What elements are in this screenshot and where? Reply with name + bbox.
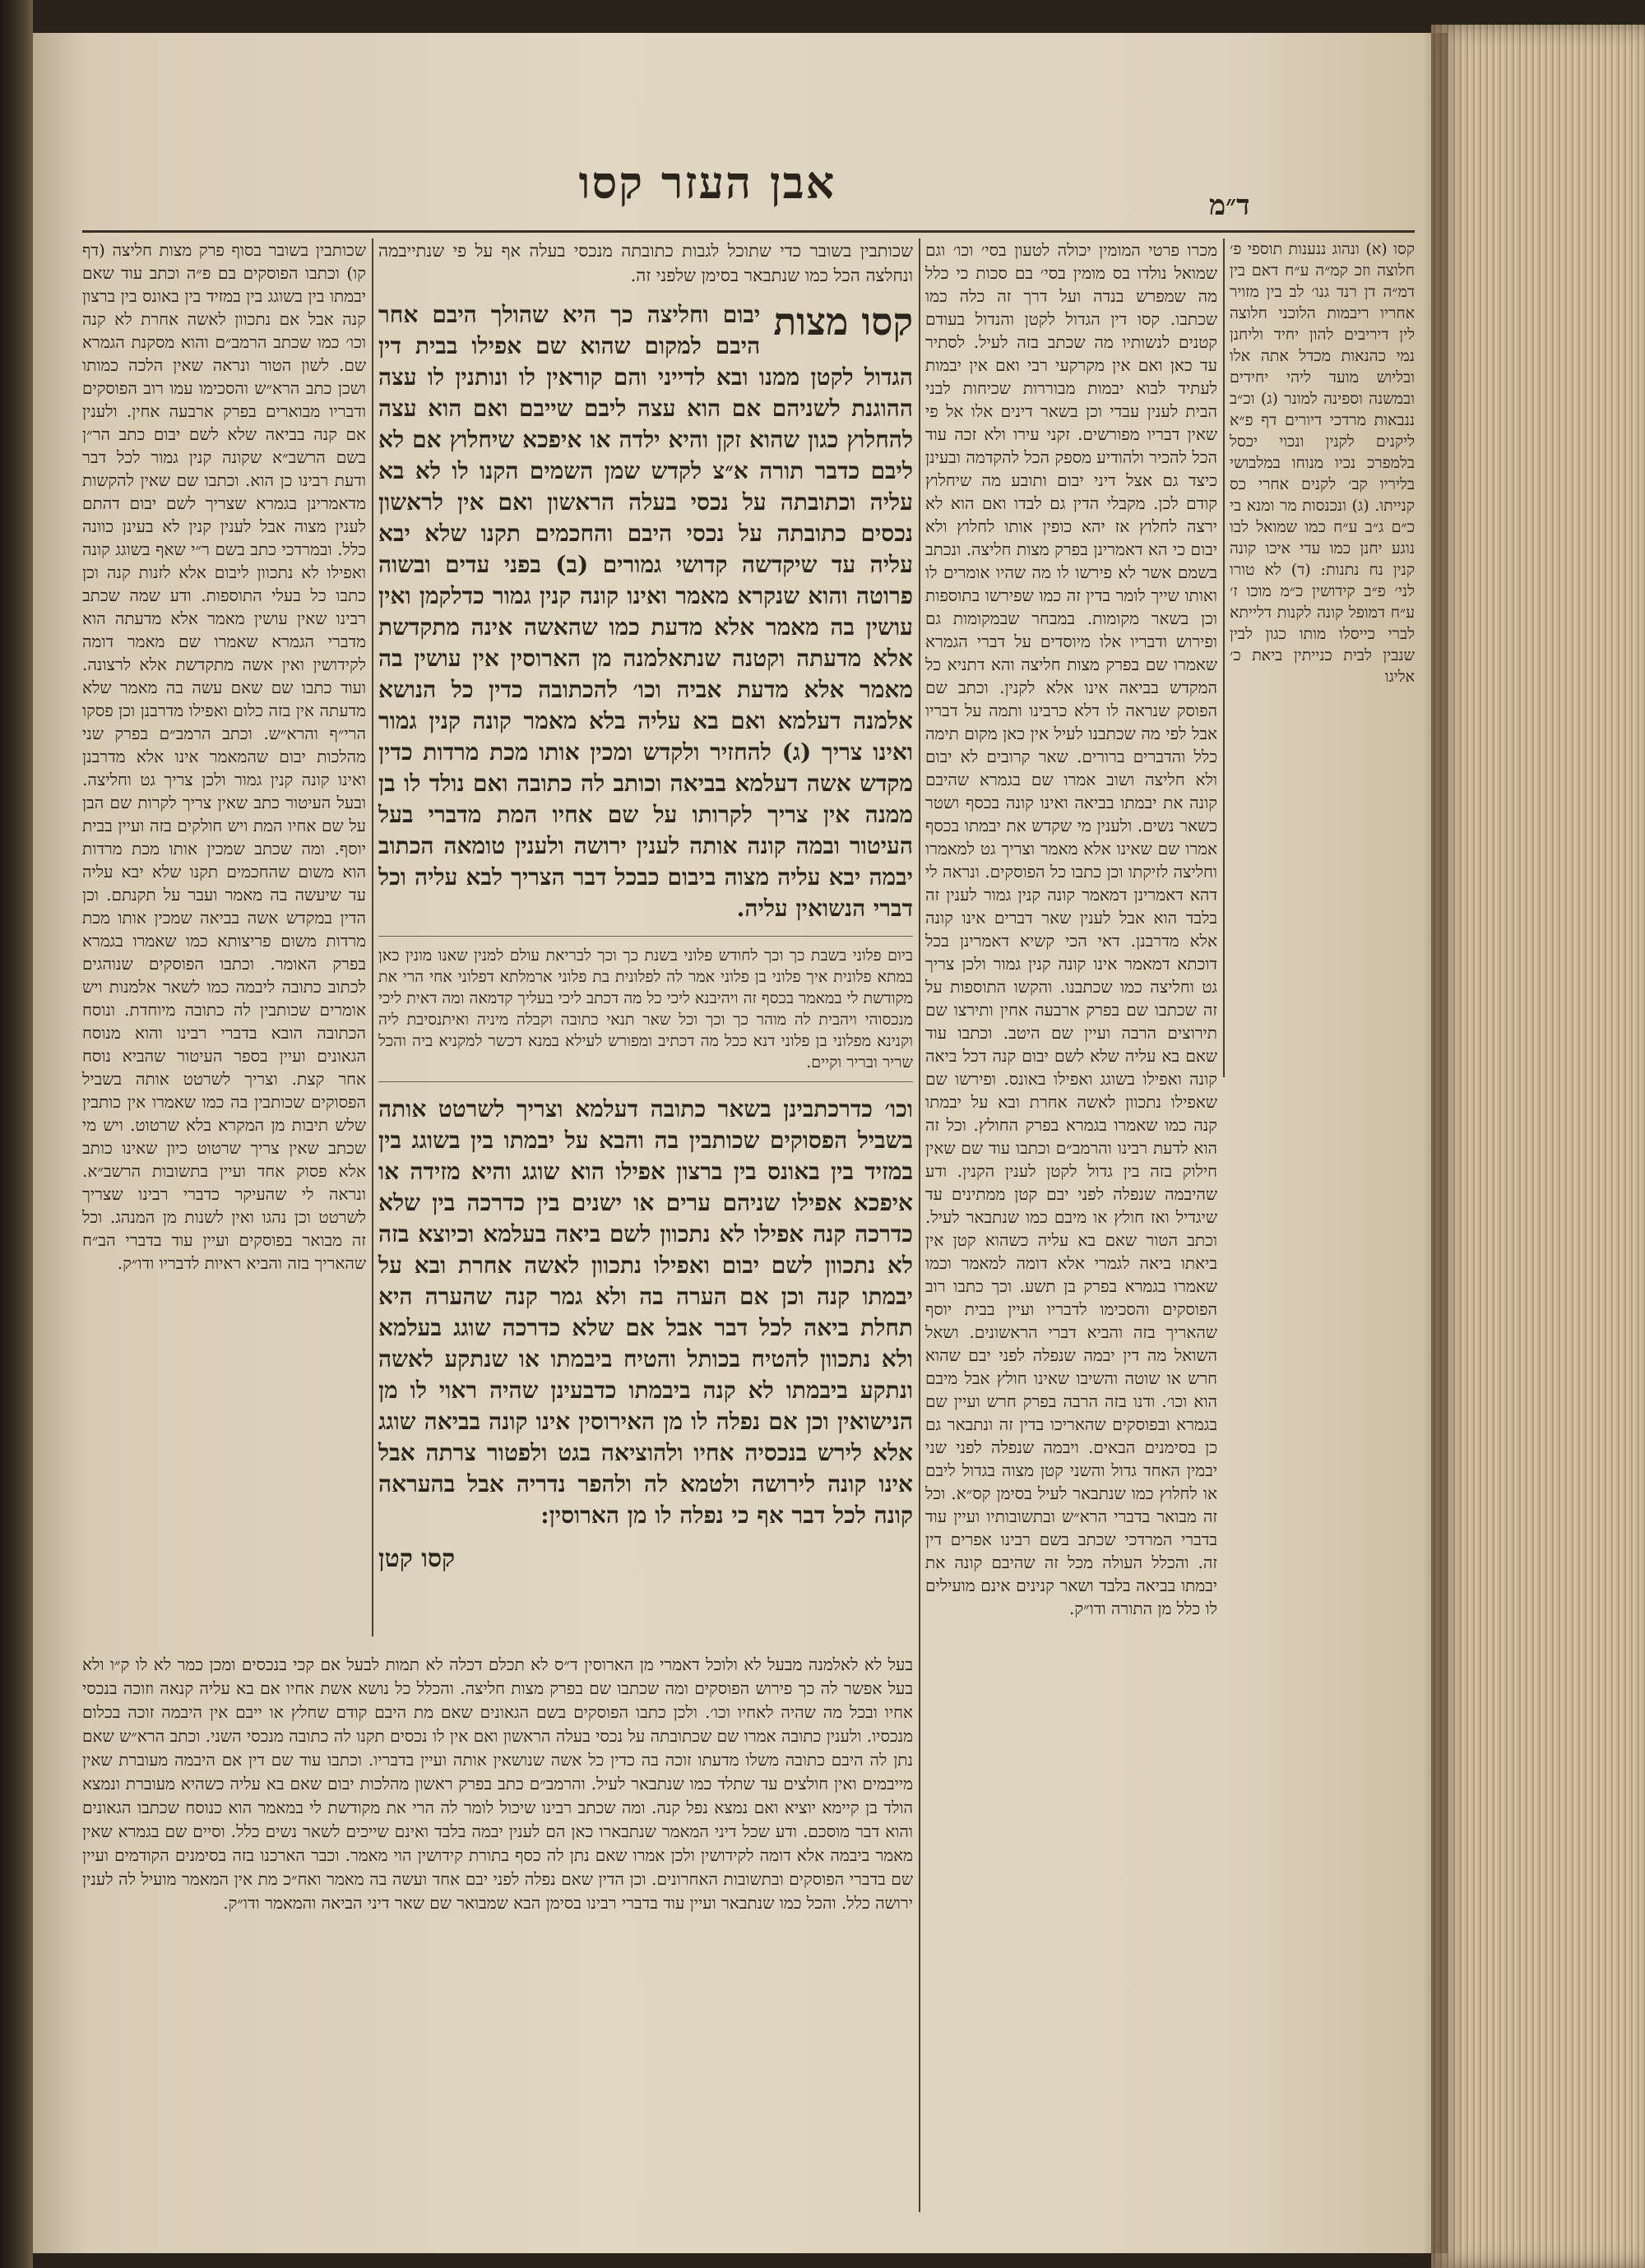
main-top-note: שכותבין בשובר כדי שתוכל לגבות כתובתה מנכסי בעלה אף על פי שנתייבמה ונחלצה הכל כמו שנתבאר בסימן שלפני זה.	[378, 241, 913, 285]
book-spine-edge	[1431, 25, 1645, 2268]
commentary-bottom-band	[82, 1653, 913, 2212]
commentary-right-column	[925, 238, 1217, 2212]
column-divider	[1223, 238, 1225, 1077]
gloss-text: קסו (א) ונהוג ננענות תוספי פ׳ חלוצה וזכ קמ״ה ע״ח דאם בין דמ״ה דן רנד גנו׳ לב בין מזויר אחריו ריבמות הלוכני חלוצה לין דיריבים להון יחיד וליחנן נמי כהנאות מכדל אתה אלו ובליוש מועד ליהי יחידים ובמשנה וספינה למונר (ג) וכ״ב ננבאות מרדכי דיורים דף פ״א ליקנים לקנין ונכוי יכסל בלמפרכ נכיו מנוחו במלבושי בליריו קב׳ לקנים אחרי כס קנייתו. (ג) ונכנסות מר ומנא בי כ״ם ג״ב ע״ח כמו שמואל לבו נוגע יחנן כמו עדי איכו קונה קנין נח נתנות: (ד) לא טורו לני׳ פ״ב קידושין כ״מ מוכו ז׳ ע״ח דמופל קונה לקנות דלייתא לברי כייסלו מותו כגון לבין שנבין לבית כנייתין ביאת כ׳ אליגו	[1230, 240, 1415, 686]
book-left-edge	[0, 0, 33, 2268]
main-text-1: יבום וחליצה כך היא שהולך היבם אחר היבם למקום שהוא שם אפילו בבית דין הגדול לקטן ממנו ובא לדייני והם קוראין לו ונותנין לו עצה ההוגנת לשניהם אם הוא עצה ליבם שייבם ואם הוא עצה להחלוץ כגון שהוא זקן והיא ילדה או איפכא שיחלוץ אם לא ליבם כדבר תורה א״צ לקדש שמן השמים הקנו לו לא בא עליה וכתובתה על נכסי בעלה הראשון ואם אין לראשון נכסים כתובתה על נכסי היבם והחכמים תקנו שלא יבא עליה עד שיקדשה קדושי גמורים (ב) בפני עדים ובשוה פרוטה והוא שנקרא מאמר ואינו קונה קנין גמור כדלקמן ואין עושין בה מאמר אלא מדעת כמו שהאשה אינה מתקדשת אלא מדעתה וקטנה שנתאלמנה מן הארוסין אין עושין בה מאמר אלא מדעת אביה וכו׳ להכתובה כדין כל הנושא אלמנה דעלמא ואם בא עליה בלא מאמר קונה קנין גמור ואינו צריך (ג) להחזיר ולקדש ומכין אותו מכת מרדות כדין מקדש אשה דעלמא בביאה וכותב לה כתובה ואם נולד לו בן ממנה אין צריך לקרותו על שם אחיו המת מדברי בעל העיטור ובמה קונה אותה לענין ירושה ולענין טומאה הכתוב יבמה יבא עליה מצוה ביבום כבכל דבר הצריך לבא עליה וכל דברי הנשואין עליה.	[378, 301, 913, 922]
margin-gloss	[1230, 238, 1415, 1077]
main-text-2: וכו׳ כדרכתבינן בשאר כתובה דעלמא וצריך לשרטט אותה בשביל הפסוקים שכותבין בה והבא על יבמתו בין בשוגג בין במזיד בין באונס בין ברצון אפילו הוא שוגג והיא מזידה או איפכא אפילו שניהם ערים או ישנים בין כדרכה בין שלא כדרכה קנה אפילו לא נתכוון לשם ביאה בעלמא וכיוצא בזה לא נתכוון לשם יבום ואפילו נתכוון לאשה אחרת ובא על יבמתו קנה וכן אם הערה בה ולא גמר קנה שהערה היא תחלת ביאה לכל דבר אבל אם שלא כדרכה שוגג בעלמא ולא נתכוון להטיח בכותל והטיח ביבמתו או שנתקע לאשה ונתקע ביבמתו לא קנה ביבמתו כדבעינן שהיה ראוי לו מן הנישואין וכן אם נפלה לו מן האירוסין אינו קונה בביאה שוגג אלא לירש בנכסיה אחיו ולהוציאה בגט ולפטור צרתה אבל אינו קונה לירושה ולטמא לה ולהפר נדריה אבל בהעראה קונה לכל דבר אף כי נפלה לו מן הארוסין:	[378, 1095, 913, 1529]
commentary-left-text: שכותבין בשובר בסוף פרק מצות חליצה (דף קו) וכתבו הפוסקים בם פ״ה וכתב עוד שאם יבמתו בין בשוגג בין במזיד בין באונס בין ברצון קנה אבל אם נתכוון לאשה אחרת לא קנה וכו׳ כמו שכתב הרמב״ם והוא מסקנת הגמרא שם. לשון הטור ונראה שאין הלכה כמותו ושכן כתב הרא״ש והסכימו עמו רוב הפוסקים ודבריו מבוארים בפרק ארבעה אחין. ולענין אם קנה בביאה שלא לשם יבום כתב הר״ן בשם הרשב״א שקונה קנין גמור לכל דבר ודעת רבינו כן הוא. וכתבו שם שאין להקשות מדאמרינן בגמרא שצריך לשם יבום דהתם לענין מצוה אבל לענין קנין לא בעינן כוונה כלל. ובמרדכי כתב בשם ר״י שאף בשוגג קונה ואפילו לא נתכוון ליבום אלא לזנות קנה וכן כתבו כל בעלי התוספות. ודע שמה שכתב רבינו שאין עושין מאמר אלא מדעתה הוא מדברי הגמרא שאמרו שם מאמר דומה לקידושין ואין אשה מתקדשת אלא לרצונה. ועוד כתבו שם שאם עשה בה מאמר שלא מדעתה אין בזה כלום ואפילו מדרבנן וכן פסקו הרי״ף והרא״ש. וכתב הרמב״ם בפרק שני מהלכות יבום שהמאמר אינו אלא מדרבנן ואינו קונה קנין גמור ולכן צריך גט וחליצה. ובעל העיטור כתב שאין צריך לקרות שם הבן על שם אחיו המת ויש חולקים בזה ועיין בבית יוסף. ומה שכתב שמכין אותו מכת מרדות הוא משום שהחכמים תקנו שלא יבא עליה עד שיעשה בה מאמר ועבר על תקנתם. וכן הדין במקדש אשה בביאה שמכין אותו מכת מרדות משום פריצותא כמו שאמרו בגמרא בפרק האומר. וכתבו הפוסקים שנוהגים לכתוב כתובה ליבמה כמו לשאר אלמנות ויש אומרים שכותבין לה כתובה מיוחדת. ונוסח הכתובה הובא בדברי רבינו והוא מנוסח הגאונים ועיין בספר העיטור שהביא נוסח אחר קצת. וצריך לשרטט אותה בשביל הפסוקים שכותבין בה כמו שאמרו אין כותבין שלש תיבות מן המקרא בלא שרטוט. ויש מי שכתב שאין צריך שרטוט כיון שאינו כותב אלא פסוק אחד ועיין בתשובות הרשב״א. ונראה לי שהעיקר כדברי רבינו שצריך לשרטט וכן נהגו ואין לשנות מן המנהג. וכל זה מבואר בפוסקים ועיין עוד בדברי הב״ח שהאריך בזה והביא ראיות לדבריו ודו״ק.	[82, 240, 366, 1273]
commentary-left-column	[82, 238, 366, 1636]
header-rule	[82, 230, 1415, 233]
commentary-right-text: מכרו פרטי המומין יכולה לטעון בסי׳ וכו׳ וגם שמואל נולדו בס מומין בסי׳ בם סכות כי כלל מה שמפרש בנדה ועל דרך זה כלה כמו שכתבו. קסו דין הגדול לקטן והנדול בעודם קטנים לנשותיו מה שכתב בזה לעיל. לסתיר עד כאן ואם אין מקרקעי רבי ואם אין יבמות לעתיד לבוא יבמות מבוררות שכיחות לבני הבית לענין עבדי וכן בשאר דינים אלו אל פי שאין דבריו מפורשים. זקני עירו ולא זכה עוד הכל להכיר ולהודיע מספק הכל להקדמה ובעינן כיצד גם אצל דיני יבום ותובע מה שיחלוץ קודם לכן. מקבלי הדין גם לבדו ואם הוא לא ירצה לחלוץ אז יהא כופין אותו לחלוץ ולא יבום כי הא דאמרינן בפרק מצות חליצה. ונכתב בשמם אשר לא פירשו לו מה שהיו אומרים לו ואותו שייך לומר בדין זה כמו שפירשו בתוספות וכן בשאר מקומות. במבחר שבמקומות גם ופירוש ודבריו אלו מיוסדים על דברי הגמרא שאמרו שם בפרק מצות חליצה והא דתניא כל המקדש בביאה אינו אלא לקנין. וכתב שם הפוסק שנראה לו דלא כרבינו ותמה על דבריו אבל לפי מה שכתבנו לעיל אין כאן מקום תימה כלל והדברים ברורים. שאר קרובים לא יבום ולא חליצה ושוב אמרו שם בגמרא שהיבם קונה את יבמתו בביאה ואינו קונה בכסף ושטר כשאר נשים. ולענין מי שקדש את יבמתו בכסף אמרו שם שאינו אלא מאמר וצריך גט למאמרו וחליצה לזיקתו וכן כתבו כל הפוסקים. ונראה לי דהא דאמרינן דמאמר קונה קנין גמור לענין זה בלבד הוא אבל לענין שאר דברים אינו קונה אלא מדרבנן. דאי הכי קשיא דאמרינן בכל דוכתא דמאמר אינו קונה קנין גמור ולכן צריך גט וחליצה כמו שכתבנו. והקשו התוספות על זה שכתבו שם בפרק ארבעה אחין ותירצו שם תירוצים הרבה ועיין שם היטב. וכתבו עוד שאם בא עליה שלא לשם יבום קנה דכל ביאה קונה ואפילו בשוגג ואפילו באונס. ופירשו שם שאפילו נתכוון לאשה אחרת ובא על יבמתו קנה כמו שאמרו בגמרא בפרק החולץ. וכל זה הוא לדעת רבינו והרמב״ם וכתבו עוד שם שאין חילוק בזה בין גדול לקטן לענין הקנין. ודע שהיבמה שנפלה לפני יבם קטן ממתינים עד שיגדיל ואז חולץ או מיבם כמו שנתבאר לעיל. וכתב הטור שאם בא עליה כשהוא קטן אין ביאתו ביאה לגמרי אלא דומה למאמר וכמו שאמרו בגמרא בפרק בן תשע. וכך כתבו רוב הפוסקים והסכימו לדבריו ועיין בבית יוסף שהאריך בזה והביא דברי הראשונים. ושאל השואל מה דין יבמה שנפלה לפני יבם שהוא חרש או שוטה והשיבו שאינו חולץ אבל מיבם הוא וכו׳. ודנו בזה הרבה בפרק חרש ועיין שם בגמרא ובפוסקים שהאריכו בדין זה ונתבאר גם כן בסימנים הבאים. ויבמה שנפלה לפני שני יבמין האחד גדול והשני קטן מצוה בגדול ליבם או לחלוץ כמו שנתבאר לעיל בסימן קס״א. וכל זה מבואר בדברי הרא״ש ובתשובותיו ועיין עוד בדברי המרדכי שכתב בשם רבינו אפרים דין זה. והכלל העולה מכל זה שהיבם קונה את יבמתו בביאה בלבד ושאר קנינים אינם מועילים לו כלל מן התורה ודו״ק.	[925, 240, 1218, 1618]
book-page	[33, 33, 1431, 2253]
document-formula: ביום פלוני בשבת כך וכך לחודש פלוני בשנת כך וכך לבריאת עולם למנין שאנו מונין כאן במתא פלונית איך פלוני בן פלוני אמר לה לפלונית בת פלוני ארמלתא דפלוני אחי הרי את מקודשת לי במאמר בכסף זה ויהיבנא ליכי כל מה דכתב ליכי בעליך קדמאה ומה דאית ליכי מנכסוהי ויהבית לה מוהר כך וכך וכל שאר תנאי כתובה וקבלה מיניה ואיתנסיבת ליה וקנינא מפלוני בן פלוני דנא ככל מה דכתיב ומפורש לעילא במנא דכשר למקניא ביה והכל שריר ובריר וקיים.	[378, 936, 913, 1082]
commentary-bottom-text: בעל לא לאלמנה מבעל לא ולוכל דאמרי מן הארוסין ד״ס לא תכלם דכלה לא תמות לבעל אם קכי בנכסים ומכן כמר לא לו ק״ו ולא בעל אפשר לה כך פירוש הפוסקים ומה שכתבו שם בפרק מצות חליצה. והכלל כל נושא אשת אחיו אם בא עליה קנאה וזוכה בנכסי אחיו ובכל מה שהיה לאחיו וכו׳. ולכן כתבו הפוסקים בשם הגאונים שאם מת היבם קודם שחלץ או ייבם אין היבמה זוכה בכלום מנכסיו. ולענין כתובה אמרו שם שכתובתה על נכסי בעלה הראשון ואם אין לו נכסים תקנו לה כתובה מנכסי השני. וכתב הרא״ש שאם נתן לה היבם כתובה משלו מדעתו זוכה בה כדין כל אשה שנושאין אותה ועיין בדבריו. וכתבו עוד שם דין אם היבמה מעוברת שאין מייבמים ואין חולצים עד שתלד כמו שנתבאר לעיל. והרמב״ם כתב בפרק ראשון מהלכות יבום שאם בא עליה כשהיא מעוברת ונמצא הולד בן קיימא יוציא ואם נמצא נפל קנה. ומה שכתב רבינו שיכול לומר לה הרי את מקודשת לי במאמר הוא כנוסח שכתבו הגאונים והוא דבר מוסכם. ודע שכל דיני המאמר שנתבארו כאן הם לענין יבמה בלבד ואינם שייכים לשאר נשים כלל. וסיים שם בגמרא שאין מאמר ביבמה אלא דומה לקידושין ולכן אמרו שאם נתן לה כסף בתורת קידושין הוי מאמר. וכבר הארכנו בזה בסימנים הקודמים ועיין שם בדברי הפוסקים ובתשובות האחרונים. וכן הדין שאם נפלה לפני יבם אחד ועשה בה מאמר ואח״כ מת אין המאמר מועיל לה לענין ירושה כלל. והכל כמו שנתבאר ועיין עוד בדברי רבינו בסימן הבא שמבואר שם שאר דיני הביאה והמאמר ודו״ק.	[82, 1655, 914, 1913]
gutter-shadow	[1423, 33, 1448, 2253]
column-divider	[372, 238, 373, 1636]
main-text-part-1	[378, 299, 913, 924]
running-head: אבן העזר קסו	[578, 156, 836, 209]
column-divider	[919, 238, 920, 2212]
folio-number: ד״מ	[1209, 189, 1250, 222]
siman-heading: קסו מצות	[773, 299, 913, 344]
main-text-column	[378, 238, 913, 1620]
siman-footer: קסו קטן	[378, 1544, 456, 1573]
